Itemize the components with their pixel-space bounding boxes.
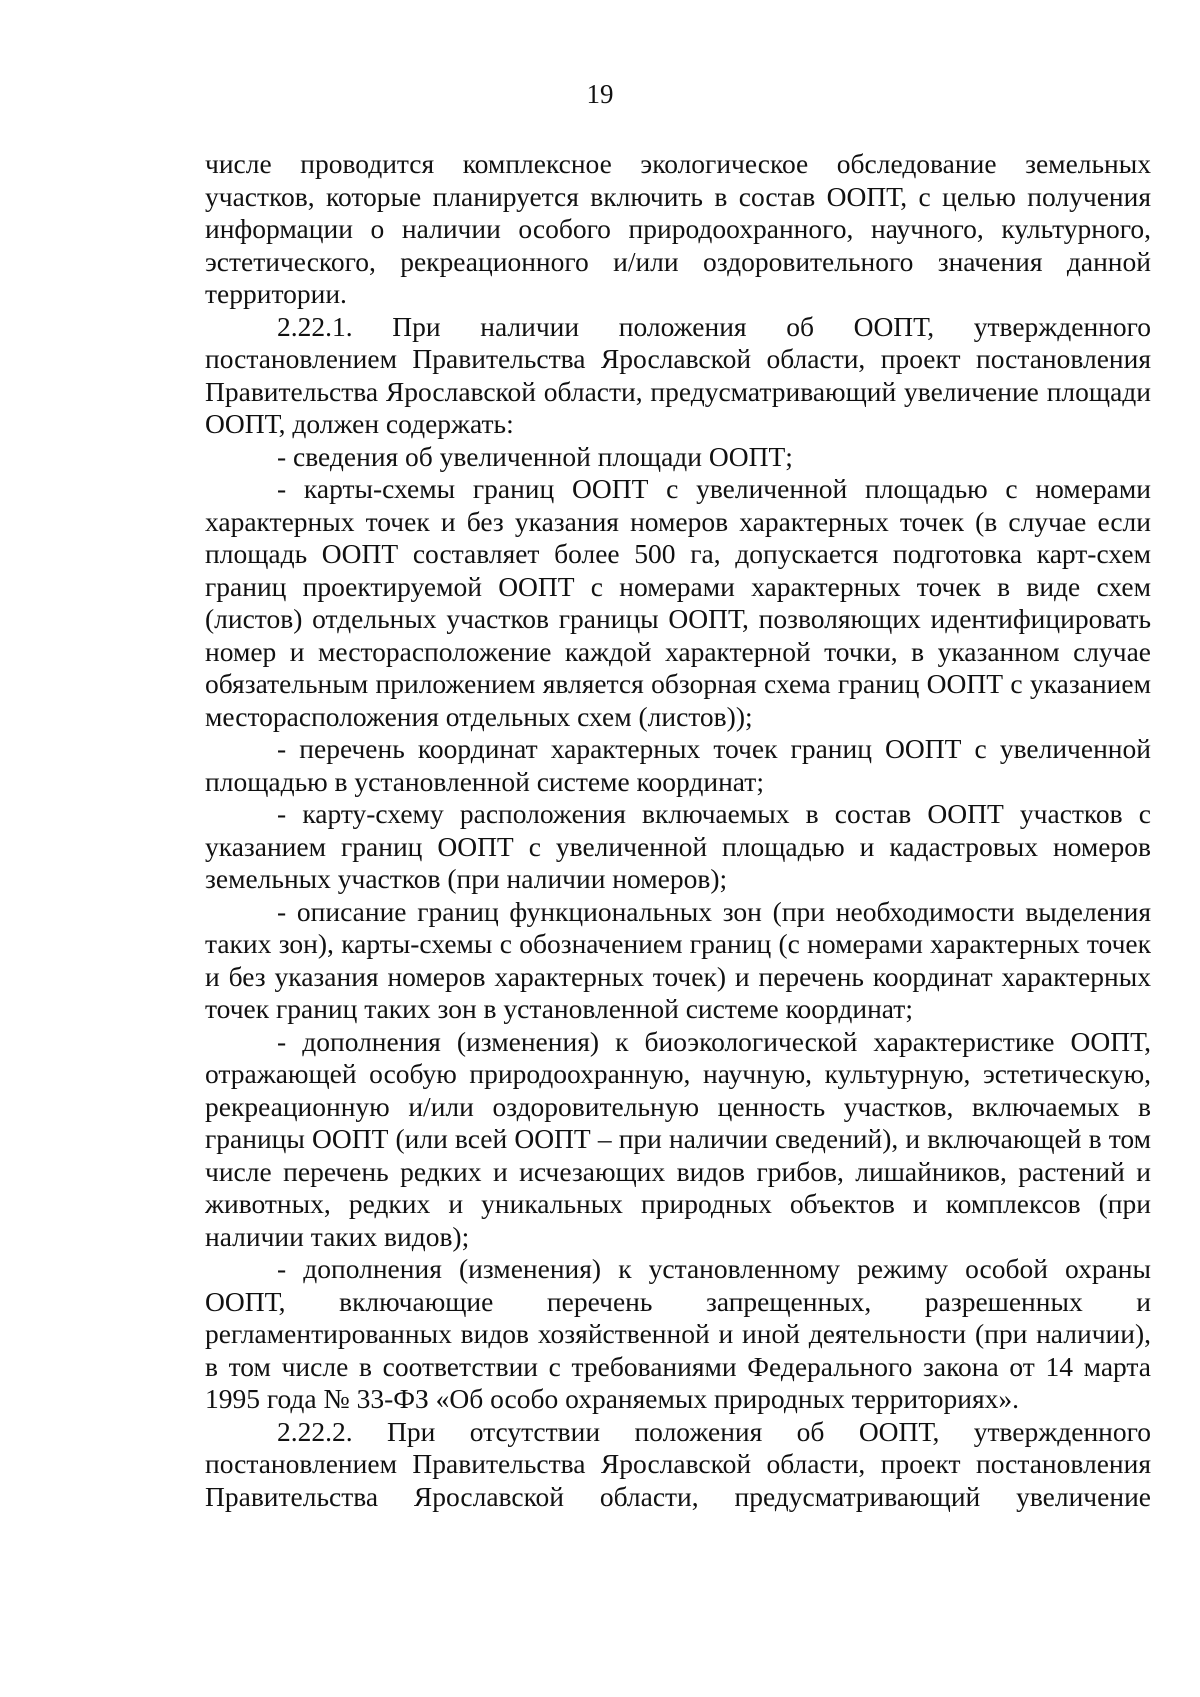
list-item-coordinates: - перечень координат характерных точек границ ООПТ с увеличенной площадью в установленной системе координат; <box>205 733 1151 797</box>
paragraph-2-22-1: 2.22.1. При наличии положения об ООПТ, утвержденного постановлением Правительства Ярославской области, проект постановления Правительства Ярославской области, предусматривающий увеличение площади ООПТ, должен содержать: <box>205 310 1151 439</box>
list-item-protection-regime: - дополнения (изменения) к установленному режиму особой охраны ООПТ, включающие перечень запрещенных, разрешенных и регламентированных видов хозяйственной и иной деятельности (при наличии), в том числе в соответствии с требованиями Федерального закона от 14 марта 1995 года № 33-ФЗ «Об особо охраняемых природных территориях». <box>205 1253 1151 1414</box>
list-item-location-map: - карту-схему расположения включаемых в состав ООПТ участков с указанием границ ООПТ с увеличенной площадью и кадастровых номеров земельных участков (при наличии номеров); <box>205 798 1151 894</box>
document-body <box>205 148 1151 1513</box>
list-item-area-info: - сведения об увеличенной площади ООПТ; <box>277 440 793 472</box>
list-item-boundary-maps: - карты-схемы границ ООПТ с увеличенной площадью с номерами характерных точек и без указания номеров характерных точек (в случае если площадь ООПТ составляет более 500 га, допускается подготовка карт-схем границ проектируемой ООПТ с номерами характерных точек в виде схем (листов) отдельных участков границы ООПТ, позволяющих идентифицировать номер и месторасположение каждой характерной точки, в указанном случае обязательным приложением является обзорная схема границ ООПТ с указанием месторасположения отдельных схем (листов)); <box>205 473 1151 732</box>
paragraph-2-22-2: 2.22.2. При отсутствии положения об ООПТ, утвержденного постановлением Правительства Ярославской области, проект постановления Правительства Ярославской области, предусматривающий увеличение <box>205 1415 1151 1512</box>
paragraph-continuation: числе проводится комплексное экологическое обследование земельных участков, которые планируется включить в состав ООПТ, с целью получения информации о наличии особого природоохранного, научного, культурного, эстетического, рекреационного и/или оздоровительного значения данной территории. <box>205 148 1151 309</box>
page-number: 19 <box>586 79 614 109</box>
list-item-functional-zones: - описание границ функциональных зон (при необходимости выделения таких зон), карты-схемы с обозначением границ (с номерами характерных точек и без указания номеров характерных точек) и перечень координат характерных точек границ таких зон в установленной системе координат; <box>205 895 1151 1024</box>
list-item-bioecological-characteristics: - дополнения (изменения) к биоэкологической характеристике ООПТ, отражающей особую природоохранную, научную, культурную, эстетическую, рекреационную и/или оздоровительную ценность участков, включаемых в границы ООПТ (или всей ООПТ – при наличии сведений), и включающей в том числе перечень редких и исчезающих видов грибов, лишайников, растений и животных, редких и уникальных природных объектов и комплексов (при наличии таких видов); <box>205 1025 1151 1252</box>
